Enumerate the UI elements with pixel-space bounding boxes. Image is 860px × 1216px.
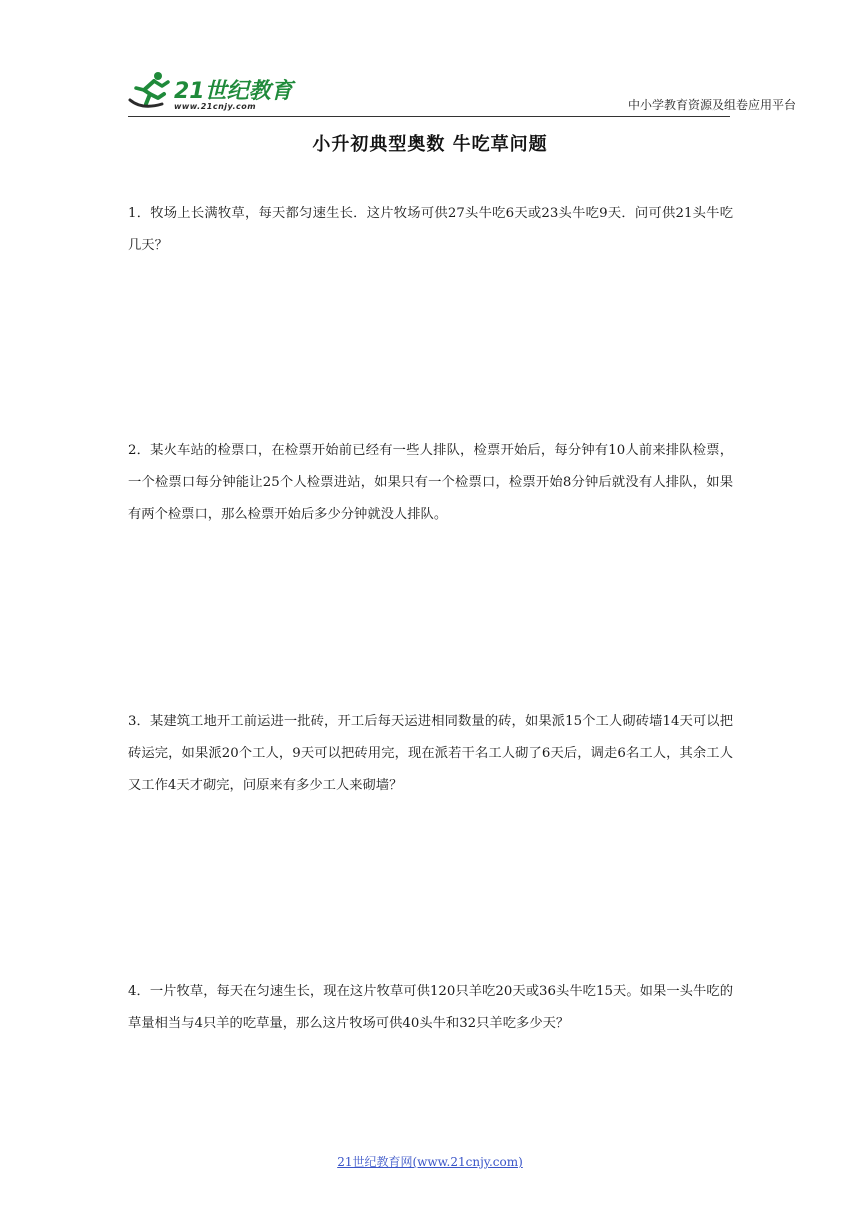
- runner-icon: [128, 70, 172, 110]
- site-logo[interactable]: [128, 66, 308, 116]
- question-2: 2．某火车站的检票口，在检票开始前已经有一些人排队，检票开始后，每分钟有10人前来排队检票，一个检票口每分钟能让25个人检票进站，如果只有一个检票口，检票开始8分钟后就没有人排队，如果有两个检票口，那么检票开始后多少分钟就没人排队。: [128, 443, 733, 522]
- question-4: 4．一片牧草，每天在匀速生长，现在这片牧草可供120只羊吃20天或36头牛吃15天。如果一头牛吃的草量相当与4只羊的吃草量，那么这片牧场可供40头牛和32只羊吃多少天？: [128, 984, 733, 1031]
- header-divider: [128, 116, 730, 117]
- page-title: 小升初典型奥数 牛吃草问题: [312, 134, 548, 155]
- footer-link[interactable]: 21世纪教育网(www.21cnjy.com): [337, 1155, 523, 1169]
- page-header: [128, 66, 797, 120]
- question-3: 3．某建筑工地开工前运进一批砖，开工后每天运进相同数量的砖，如果派15个工人砌砖墙14天可以把砖运完，如果派20个工人，9天可以把砖用完，现在派若干名工人砌了6天后，调走6名工人，其余工人又工作4天才砌完，问原来有多少工人来砌墙？: [128, 714, 733, 793]
- question-1: 1．牧场上长满牧草，每天都匀速生长．这片牧场可供27头牛吃6天或23头牛吃9天．问可供21头牛吃几天？: [128, 206, 733, 253]
- logo-text: 21世纪教育: [174, 79, 293, 104]
- platform-name: 中小学教育资源及组卷应用平台: [628, 98, 797, 112]
- logo-url: www.21cnjy.com: [174, 102, 257, 111]
